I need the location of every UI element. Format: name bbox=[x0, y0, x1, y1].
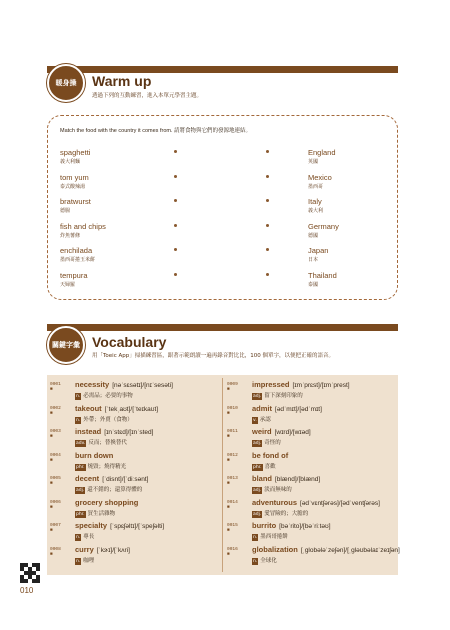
vocab-number: 0009 ■ bbox=[227, 382, 238, 392]
food-name-zh: 德腸 bbox=[60, 208, 71, 214]
part-of-speech-badge: n. bbox=[76, 558, 81, 564]
country-name-zh: 義大利 bbox=[308, 208, 324, 214]
vocab-definition-text: 愛冒險的；大膽的 bbox=[264, 510, 309, 517]
part-of-speech-badge: v. bbox=[253, 417, 257, 423]
vocab-definition bbox=[75, 462, 126, 471]
vocab-definition bbox=[252, 509, 308, 518]
vocab-definition-text: 淡而無味的 bbox=[264, 487, 292, 493]
vocab-number: 0015 ■ bbox=[227, 523, 238, 533]
vocab-word-text: admit bbox=[252, 403, 273, 413]
vocab-word bbox=[75, 380, 173, 389]
vocab-number: 0006 ■ bbox=[50, 499, 61, 510]
vocab-word-text: adventurous bbox=[252, 497, 298, 507]
matching-row bbox=[0, 246, 450, 270]
vocab-ipa: [bəˈrito]/[bəˈriːtəʊ] bbox=[279, 523, 331, 530]
vocab-word-text: globalization bbox=[252, 544, 298, 554]
country-name: Mexico bbox=[308, 172, 332, 182]
vocab-ipa: [ɪnˈstɛd]/[ɪnˈsted] bbox=[104, 429, 154, 436]
country-name-zh: 墨西哥 bbox=[308, 183, 324, 190]
vocab-definition bbox=[252, 485, 292, 494]
vocab-word-text: weird bbox=[252, 427, 272, 436]
part-of-speech-badge: phr. bbox=[253, 464, 262, 470]
vocab-definition-text: 還不錯的；還算得體的 bbox=[87, 487, 143, 493]
vocab-ipa: [ˈdisnt]/[ˈdiːsənt] bbox=[102, 476, 149, 483]
vocab-definition bbox=[252, 415, 271, 424]
part-of-speech-badge: phr. bbox=[76, 511, 85, 517]
country-name-zh: 英國 bbox=[308, 159, 319, 165]
food-name: spaghetti bbox=[60, 148, 91, 157]
vocab-definition bbox=[252, 438, 281, 447]
country-name-zh: 日本 bbox=[308, 257, 319, 263]
part-of-speech-badge: adj. bbox=[253, 488, 262, 493]
vocab-definition bbox=[75, 532, 94, 541]
food-name: fish and chips bbox=[60, 221, 106, 231]
food-name: bratwurst bbox=[60, 197, 91, 206]
country-name: England bbox=[308, 148, 336, 157]
vocab-definition bbox=[252, 462, 276, 471]
part-of-speech-badge: adj. bbox=[253, 394, 262, 399]
country-name-zh: 德國 bbox=[308, 232, 319, 239]
vocab-word-text: specialty bbox=[75, 521, 108, 530]
vocab-definition-text: 買生活雜物 bbox=[87, 510, 116, 517]
vocab-number: 0002 ■ bbox=[50, 405, 61, 416]
vocab-word bbox=[252, 474, 320, 483]
vocab-word bbox=[75, 451, 116, 460]
vocab-definition-text: 外帶；外賣（食物） bbox=[83, 416, 133, 423]
part-of-speech-badge: n. bbox=[76, 394, 81, 399]
vocab-definition bbox=[75, 415, 133, 424]
vocab-word-text: takeout bbox=[75, 403, 102, 413]
vocab-ipa: [ˈtekˌaʊt]/[ˈteɪkaʊt] bbox=[104, 405, 159, 413]
matching-row bbox=[0, 222, 450, 246]
vocab-word-text: decent bbox=[75, 474, 100, 483]
vocab-word bbox=[252, 427, 311, 436]
vocab-word bbox=[252, 404, 322, 413]
vocab-definition-text: 承認 bbox=[259, 416, 271, 423]
country-name-zh: 泰國 bbox=[308, 281, 319, 288]
country-connector-dot[interactable] bbox=[266, 273, 269, 276]
vocab-word bbox=[252, 380, 350, 389]
vocab-ipa: [ɪmˈprɛst]/[ɪmˈprest] bbox=[292, 382, 350, 389]
vocab-number: 0005 ■ bbox=[50, 476, 61, 486]
country-name: Germany bbox=[308, 221, 339, 231]
vocab-number: 0008 ■ bbox=[50, 546, 61, 557]
country-connector-dot[interactable] bbox=[266, 150, 269, 153]
vocab-number: 0001 ■ bbox=[50, 382, 61, 392]
vocab-definition bbox=[252, 556, 277, 565]
part-of-speech-badge: adv. bbox=[76, 441, 86, 446]
vocab-definition-text: 燒毀；燒得精光 bbox=[87, 463, 127, 470]
food-connector-dot[interactable] bbox=[174, 199, 177, 202]
food-connector-dot[interactable] bbox=[174, 273, 177, 276]
vocab-definition bbox=[75, 438, 127, 447]
vocab-badge: 關鍵字彙 bbox=[47, 326, 85, 364]
food-name-zh: 墨西哥捲玉米餅 bbox=[60, 257, 96, 263]
vocab-word-text: impressed bbox=[252, 380, 290, 389]
vocab-word bbox=[75, 498, 141, 507]
food-name-zh: 炸魚薯條 bbox=[60, 232, 81, 239]
vocab-definition-text: 專長 bbox=[83, 534, 95, 540]
vocab-definition bbox=[252, 532, 288, 541]
vocab-ipa: [ˈspɛʃəltɪ]/[ˈspeʃəlti] bbox=[110, 523, 165, 530]
vocab-word bbox=[252, 545, 400, 554]
vocab-word-text: curry bbox=[75, 544, 94, 554]
vocab-definition-text: 墨西哥捲餅 bbox=[260, 534, 288, 540]
country-connector-dot[interactable] bbox=[266, 175, 269, 178]
vocab-word-text: bland bbox=[252, 474, 272, 483]
country-connector-dot[interactable] bbox=[266, 224, 269, 227]
country-name: Thailand bbox=[308, 270, 337, 280]
vocab-definition bbox=[75, 391, 133, 400]
vocab-ipa: [ədˈmɪt]/[ədˈmɪt] bbox=[275, 405, 322, 413]
vocab-word bbox=[75, 404, 158, 413]
part-of-speech-badge: adj. bbox=[76, 488, 85, 493]
food-name-zh: 天婦羅 bbox=[60, 281, 76, 288]
vocab-top-bar bbox=[47, 324, 398, 331]
vocab-number: 0003 ■ bbox=[50, 429, 61, 439]
vocab-word bbox=[252, 451, 291, 460]
vocab-number: 0016 ■ bbox=[227, 546, 238, 557]
vocab-ipa: [nəˈsɛsətɪ]/[nɪˈsesəti] bbox=[112, 382, 173, 389]
matching-row bbox=[0, 148, 450, 172]
part-of-speech-badge: n. bbox=[76, 417, 81, 423]
page-number: 010 bbox=[20, 586, 34, 595]
vocab-definition bbox=[75, 556, 94, 565]
matching-row bbox=[0, 197, 450, 221]
vocab-definition-text: 奇怪的 bbox=[264, 440, 281, 446]
warmup-top-bar bbox=[47, 66, 398, 73]
vocab-word bbox=[75, 545, 130, 554]
vocab-definition-text: 反而；替換替代 bbox=[88, 440, 127, 446]
vocab-number: 0010 ■ bbox=[227, 405, 238, 416]
country-name: Italy bbox=[308, 197, 322, 206]
vocab-ipa: [ˈkɝɪ]/[ˈkʌri] bbox=[96, 546, 130, 554]
vocab-ipa: [wɪrd]/[wɪəd] bbox=[274, 429, 311, 436]
food-name: tom yum bbox=[60, 172, 89, 182]
vocab-word-text: grocery shopping bbox=[75, 497, 139, 507]
food-name-zh: 泰式酸辣湯 bbox=[60, 183, 86, 190]
matching-row bbox=[0, 173, 450, 197]
vocab-definition-text: 留下深刻印象的 bbox=[264, 393, 303, 399]
country-name: Japan bbox=[308, 246, 329, 255]
vocab-definition bbox=[252, 391, 303, 400]
matching-row bbox=[0, 271, 450, 295]
vocab-number: 0011 ■ bbox=[227, 429, 238, 439]
part-of-speech-badge: n. bbox=[76, 535, 81, 540]
warmup-title: Warm up bbox=[92, 73, 152, 89]
vocab-number: 0004 ■ bbox=[50, 452, 61, 463]
vocab-ipa: [blænd]/[blænd] bbox=[275, 476, 321, 483]
vocab-number: 0013 ■ bbox=[227, 476, 238, 486]
vocab-word-text: instead bbox=[75, 427, 102, 436]
part-of-speech-badge: phr. bbox=[76, 464, 85, 470]
part-of-speech-badge: n. bbox=[253, 558, 258, 564]
matching-instruction: Match the food with the country it comes from. 請將食物與它們的發源地連結。 bbox=[60, 128, 252, 134]
vocab-definition-text: 喜歡 bbox=[264, 463, 276, 470]
warmup-badge: 暖身操 bbox=[47, 64, 85, 102]
vocab-word-text: burn down bbox=[75, 450, 114, 460]
vocab-column-divider bbox=[222, 378, 223, 572]
vocab-word-text: burrito bbox=[252, 521, 277, 530]
vocab-word bbox=[75, 474, 148, 483]
part-of-speech-badge: n. bbox=[253, 535, 258, 540]
vocab-word bbox=[252, 521, 331, 530]
country-connector-dot[interactable] bbox=[266, 199, 269, 202]
vocab-word-text: be fond of bbox=[252, 450, 289, 460]
vocab-title: Vocabulary bbox=[92, 334, 167, 350]
vocab-word bbox=[75, 521, 164, 530]
food-connector-dot[interactable] bbox=[174, 248, 177, 251]
part-of-speech-badge: adj. bbox=[253, 511, 262, 517]
vocab-number: 0014 ■ bbox=[227, 499, 238, 510]
food-connector-dot[interactable] bbox=[174, 175, 177, 178]
vocab-definition-text: 全球化 bbox=[260, 557, 277, 564]
food-connector-dot[interactable] bbox=[174, 150, 177, 153]
vocab-definition bbox=[75, 509, 115, 518]
part-of-speech-badge: adj. bbox=[253, 441, 262, 446]
vocab-definition-text: 咖哩 bbox=[83, 557, 95, 564]
vocab-word-text: necessity bbox=[75, 380, 110, 389]
qr-code-icon[interactable] bbox=[20, 563, 40, 583]
warmup-subtitle: 透過下列的互動練習，進入本單元學習主題。 bbox=[92, 93, 203, 99]
vocab-ipa: [ˌglobələˈzeʃən]/[ˌɡləʊbəlaɪˈzeɪʃən] bbox=[300, 546, 400, 554]
country-connector-dot[interactable] bbox=[266, 248, 269, 251]
vocab-word bbox=[252, 498, 380, 507]
vocab-ipa: [ədˈvɛntʃərəs]/[ədˈventʃərəs] bbox=[300, 499, 380, 507]
food-name: tempura bbox=[60, 270, 88, 280]
vocab-definition bbox=[75, 485, 142, 494]
food-connector-dot[interactable] bbox=[174, 224, 177, 227]
vocab-definition-text: 必需品；必要的事物 bbox=[83, 393, 133, 399]
vocab-number: 0012 ■ bbox=[227, 452, 238, 463]
food-name: enchilada bbox=[60, 246, 93, 255]
food-name-zh: 義大利麵 bbox=[60, 159, 81, 165]
vocab-word bbox=[75, 427, 153, 436]
vocab-subtitle: 用「Toeic App」掃描練習區，跟著示範朗讀一遍再錄音對比比，100 個單字，以便把正確的語音。 bbox=[92, 353, 334, 359]
vocab-number: 0007 ■ bbox=[50, 523, 61, 533]
